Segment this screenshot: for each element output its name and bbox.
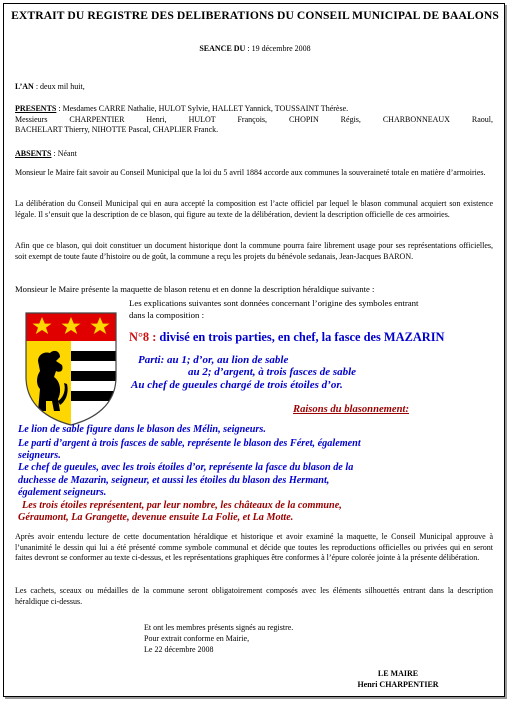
seance-line xyxy=(0,44,510,53)
n8-description xyxy=(129,330,445,345)
absents-line xyxy=(15,149,493,160)
raison-parti-line-1: Le parti d’argent à trois fasces de sable, représente le blason des Féret, également xyxy=(18,438,361,449)
signature-line-2: Pour extrait conforme en Mairie, xyxy=(144,634,250,643)
paragraph-loi: Monsieur le Maire fait savoir au Conseil Municipal que la loi du 5 avril 1884 accorde aux communes la souveraineté totale en matière d’armoiries. xyxy=(15,168,486,177)
n8-label: N°8 : xyxy=(129,330,157,344)
paragraph-maquette: Monsieur le Maire présente la maquette de blason retenu et en donne la description héraldique suivante : xyxy=(15,284,375,294)
raisons-heading: Raisons du blasonnement: xyxy=(293,404,409,415)
maire-signature xyxy=(330,668,466,690)
explications-line-1: Les explications suivantes sont données concernant l’origine des symboles entrant xyxy=(129,298,419,308)
presents-line-1: : Mesdames CARRE Nathalie, HULOT Sylvie, HALLET Yannick, TOUSSAINT Thérèse. xyxy=(56,104,349,113)
blason-shield-image xyxy=(24,311,118,427)
raison-chef-line-2: duchesse de Mazarin, seigneur, et aussi les étoiles du blason des Hermant, xyxy=(18,475,330,486)
presents-block xyxy=(15,104,493,136)
presents-line-3: BACHELART Thierry, NIHOTTE Pascal, CHAPLIER Franck. xyxy=(15,125,219,135)
absents-label: ABSENTS xyxy=(15,149,52,158)
document-title: EXTRAIT DU REGISTRE DES DELIBERATIONS DU CONSEIL MUNICIPAL DE BAALONS xyxy=(11,9,499,22)
signature-line-3: Le 22 décembre 2008 xyxy=(144,645,214,654)
an-line xyxy=(15,82,493,93)
fasce-sable-2 xyxy=(71,371,118,381)
presents-label: PRESENTS xyxy=(15,104,57,113)
raison-parti-line-2: seigneurs. xyxy=(18,450,61,461)
maire-title: LE MAIRE xyxy=(377,669,419,678)
signature-line-1: Et ont les membres présents signés au registre. xyxy=(144,623,294,632)
explications-line-2: dans la composition : xyxy=(129,310,205,320)
parti-line-2: au 2; d’argent, à trois fasces de sable xyxy=(188,366,357,378)
paragraph-historique: Afin que ce blason, qui doit constituer un document historique dont la commune pourra faire librement usage pour ses représentations officielles, soit exempt de toute faute d’histoire ou de goût, la commune a reçu les projets du bénévole sedanais, Jean-Jacques BARON. xyxy=(15,241,493,261)
seance-date: : 19 décembre 2008 xyxy=(245,44,311,53)
maire-name: Henri CHARPENTIER xyxy=(357,680,439,689)
paragraph-deliberation: La délibération du Conseil Municipal qui en aura accepté la composition est l’acte officiel par lequel le blason communal acquiert son existence légale. Il s’ensuit que la description de ce blason, qui figure au texte de la délibération, devient la description officielle de ces armoiries. xyxy=(15,199,493,219)
raison-lion: Le lion de sable figure dans le blason des Mélin, seigneurs. xyxy=(18,424,266,435)
fasce-sable-1 xyxy=(71,351,118,361)
n8-text: divisé en trois parties, en chef, la fasce des MAZARIN xyxy=(156,330,445,344)
paragraph-cachets: Les cachets, sceaux ou médailles de la commune seront obligatoirement composés avec les éléments silhouettés entrant dans la description héraldique ci-dessus. xyxy=(15,586,493,606)
raison-etoiles-line-2: Géraumont, La Grangette, devenue ensuite La Folie, et La Motte. xyxy=(18,512,294,523)
chef-line: Au chef de gueules chargé de trois étoiles d’or. xyxy=(131,379,343,391)
absents-text: : Néant xyxy=(51,149,77,158)
presents-line-2: Messieurs CHARPENTIER Henri, HULOT François, CHOPIN Régis, CHARBONNEAUX Raoul, xyxy=(15,114,493,124)
an-label: L’AN xyxy=(15,82,34,91)
parti-line-1: Parti: au 1; d’or, au lion de sable xyxy=(138,354,289,366)
paragraph-approbation: Après avoir entendu lecture de cette documentation héraldique et historique et avoir examiné la maquette, le Conseil Municipal approuve à l’unanimité le dessin qui lui a été présenté comme symbole communal et décide que toutes les reproductions officielles ou privées qui en seront faites devront se conformer au texte ci-dessus, et les représentations graphiques être conformes à l’épure colorée jointe à la présente délibération. xyxy=(15,532,493,563)
an-text: : deux mil huit, xyxy=(33,82,85,91)
seance-label: SEANCE DU xyxy=(199,44,246,53)
raison-chef-line-3: également seigneurs. xyxy=(18,487,107,498)
raison-chef-line-1: Le chef de gueules, avec les trois étoiles d’or, représente la fasce du blason de la xyxy=(18,462,354,473)
fasce-sable-3 xyxy=(71,391,118,401)
raison-etoiles-line-1: Les trois étoiles représentent, par leur nombre, les châteaux de la commune, xyxy=(22,500,342,511)
